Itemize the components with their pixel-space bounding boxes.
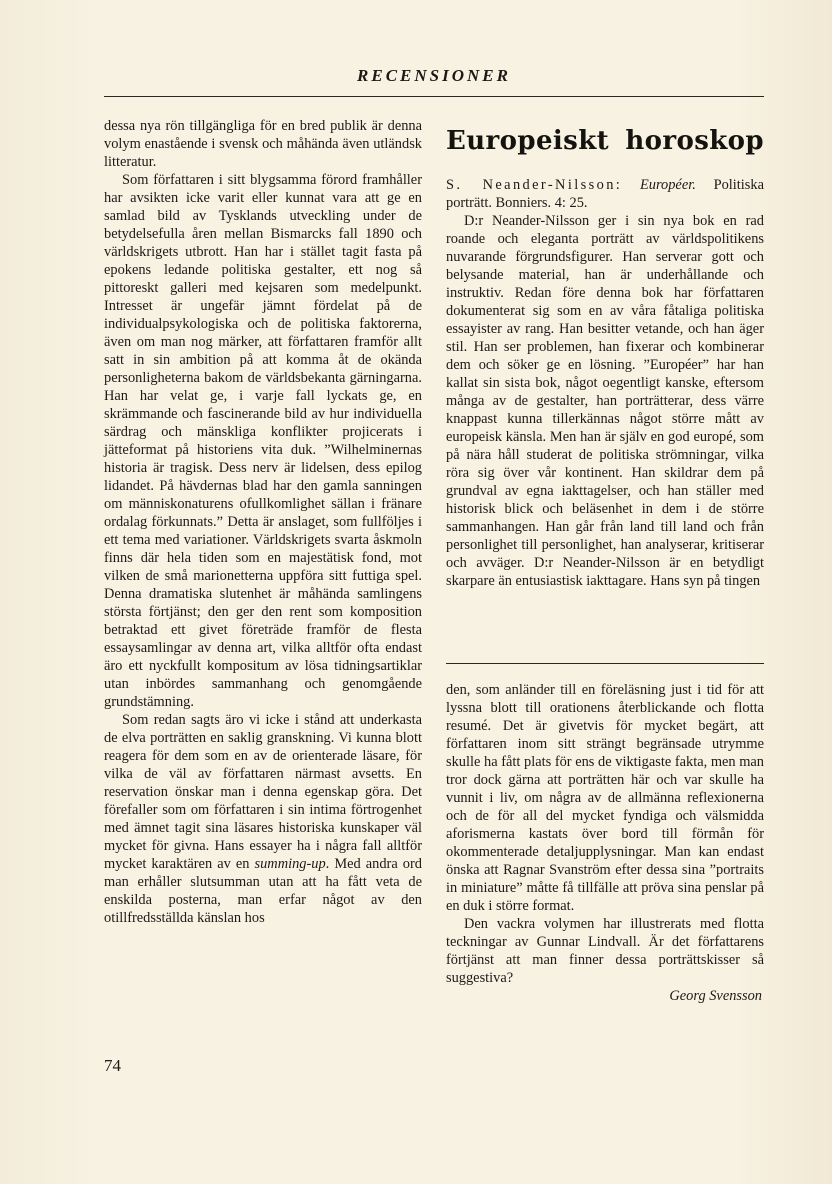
review-paragraph-3: Den vackra volymen har illustrerats med flotta teckningar av Gunnar Lindvall. Är det författarens förtjänst att man finner dessa porträttskisser så suggestiva? — [446, 916, 764, 986]
book-title: Européer. — [639, 177, 696, 193]
summing-up-term: summing-up — [254, 856, 326, 872]
left-column — [104, 117, 422, 927]
right-column-top — [446, 176, 764, 590]
header-rule — [104, 96, 764, 97]
right-column-bottom — [446, 681, 764, 1005]
book-author: S. Neander-Nilsson: — [446, 177, 623, 193]
article-title: Europeiskt horoskop — [446, 126, 764, 156]
review-paragraph-1: D:r Neander-Nilsson ger i sin nya bok en rad roande och eleganta porträtt av världspolitikens nuvarande förgrundsfigurer. Han serverar gott och belysande material, han är underhållande och instruktiv. Redan före denna bok har författaren dokumenterat sig som en av våra fåtaliga politiska essayister av rang. Han besitter vetande, och han äger stil. Han ser problemen, han fixerar och kombinerar dem och söker ge en lösning. ”Européer” har han kallat sin sista bok, något oegentligt kanske, eftersom många av de gestalter, han porträtterar, dess värre knappast kunna tillerkännas något större mått av europeisk känsla. Men han är själv en god europé, som på nära håll studerat de politiska strömningar, vilka röra sig över vår kontinent. Han skildrar dem på grundval av egna iakttagelser, och han ställer med historisk blick och beläsenhet in dem i de större sammanhangen. Han går från land till land och från personlighet till personlighet, han analyserar, kritiserar och avväger. D:r Neander-Nilsson är en betydligt skarpare än entusiastisk iakttagare. Hans syn på tingen — [446, 213, 764, 589]
left-paragraph-3-text: Som redan sagts äro vi icke i stånd att underkasta de elva porträtten en saklig granskning. Vi kunna blott reagera för dem som en av de orienterade läsare, för vilka de väl av författaren närmast avsetts. En reservation önskar man i denna egenskap göra. Det förefaller som om författaren i sin intima förtrogenhet med ämnet tagit sina läsares historiska kunskaper väl mycket för givna. Hans essayer ha i några fall alltför mycket karaktären av en — [104, 712, 422, 872]
left-paragraph-1: dessa nya rön tillgängliga för en bred publik är denna volym enastående i svensk och måhända även utländsk litteratur. — [104, 118, 422, 170]
left-paragraph-3-end: . Med andra ord man erhåller slutsumman utan att ha fått veta de enskilda posterna, man erfar något av den otillfredsställda känslan hos — [104, 856, 422, 926]
book-citation — [446, 176, 764, 212]
page-number: 74 — [104, 1056, 121, 1075]
left-paragraph-2: Som författaren i sitt blygsamma förord framhåller har avsikten icke varit eller kunnat vara att ge en samlad bild av Tysklands utveckling under de betydelsefulla åren mellan Bismarcks fall 1890 och världskrigets utbrott. Han har i stället tagit fasta på epokens ledande politiska gestalter, ett nog så pittoreskt galleri med kejsaren som medelpunkt. Intresset är ungefär jämnt fördelat på de individualpsykologiska och de politiska faktorerna, även om man nog märker, att författaren framför allt satt in sin ambition på att komma åt de okända personligheterna bakom de världsbekanta gärningarna. Han har velat ge, i varje fall lyckats ge, en skrämmande och fascinerande bild av hur individuella särdrag och mänskliga konflikter projicerats i jätteformat på historiens vita duk. ”Wilhelminernas historia är tragisk. Dess nerv är lidelsen, dess epilog lidandet. På hävdernas blad har den gamla sanningen om människonaturens ofullkomlighet sällan i fränare ordalag förkunnats.” Detta är anslaget, som fullföljes i ett tema med variationer. Världskrigets svarta åskmoln finns där hela tiden som en majestätisk fond, mot vilken de små marionetterna uppföra sitt futtiga spel. Denna dramatiska slutenhet är måhända samlingens största förtjänst; den ger den rent som komposition betraktad ett givet företräde framför de flesta essaysamlingar av denna art, vilka alltför ofta endast äro ett nyckfullt kompositum av lösa tidningsartiklar utan inbördes sammanhang och genomgående grundstämning. — [104, 172, 422, 710]
book-info: Politiska porträtt. Bonniers. 4: 25. — [446, 177, 764, 211]
column-rule — [446, 663, 764, 664]
left-paragraph-3 — [104, 711, 422, 927]
review-paragraph-2: den, som anländer till en föreläsning just i tid för att lyssna blott till orationens återblickande och flotta resumé. Det är givetvis för mycket begärt, att författaren inom sitt strängt begränsade utrymme skulle ha fått plats för ens de viktigaste fakta, men man tror dock gärna att porträtten här och var skulle ha vunnit i liv, om några av de allmänna reflexionerna och de för all del mycket fyndiga och välsmidda aforismerna kastats över bord till förmån för okommenterade detaljupplysningar. Man kan endast önska att Ragnar Svanström efter dessa sina ”portraits in miniature” måtte få tillfälle att pröva sina penslar på en duk i större format. — [446, 682, 764, 914]
review-signature: Georg Svensson — [669, 988, 762, 1004]
section-header: RECENSIONER — [357, 66, 511, 85]
